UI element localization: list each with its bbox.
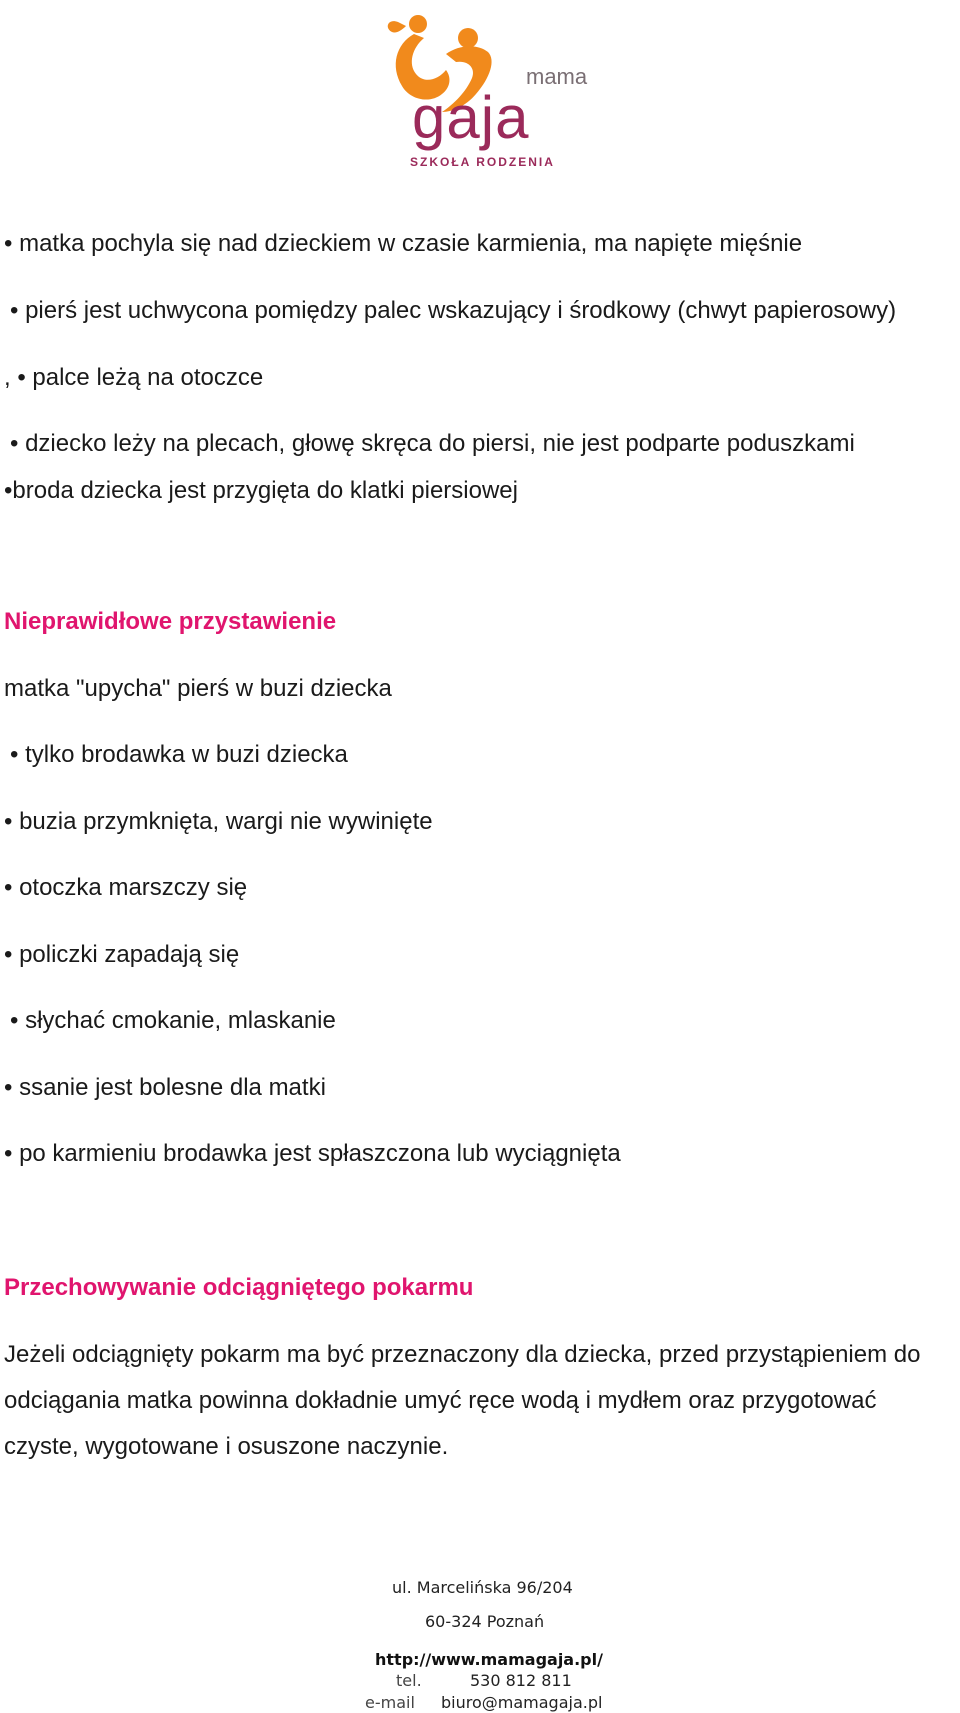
mama-gaja-logo [380,8,590,173]
list-item: • dziecko leży na plecach, głowę skręca do piersi, nie jest podparte poduszkami [10,430,855,457]
list-item: , • palce leżą na otoczce [4,364,264,391]
section-heading-incorrect-latch: Nieprawidłowe przystawienie [4,608,337,635]
logo-big-word: gaja [412,84,530,151]
list-item: • po karmieniu brodawka jest spłaszczona lub wyciągnięta [4,1140,621,1167]
footer-phone[interactable]: 530 812 811 [470,1671,572,1690]
paragraph-line: odciągania matka powinna dokładnie umyć ręce wodą i mydłem oraz przygotować [4,1387,877,1414]
logo-tagline: SZKOŁA RODZENIA [410,155,555,169]
list-item: • matka pochyla się nad dzieckiem w czasie karmienia, ma napięte mięśnie [4,230,803,257]
footer-email-label: e-mail [365,1693,415,1712]
footer-email-row [365,1693,602,1713]
footer-email[interactable]: biuro@mamagaja.pl [441,1693,603,1712]
list-item: • policzki zapadają się [4,941,240,968]
footer-city: 60-324 Poznań [425,1612,545,1631]
list-item: • ssanie jest bolesne dla matki [4,1074,326,1101]
list-item: • buzia przymknięta, wargi nie wywinięte [4,808,433,835]
list-item: •broda dziecka jest przygięta do klatki piersiowej [4,477,518,504]
footer-phone-label: tel. [396,1671,422,1690]
list-item: • słychać cmokanie, mlaskanie [10,1007,336,1034]
footer-website-link[interactable]: http://www.mamagaja.pl/ [375,1650,603,1669]
footer-street: ul. Marcelińska 96/204 [392,1578,573,1597]
logo-small-word: mama [526,64,588,89]
section-heading-milk-storage: Przechowywanie odciągniętego pokarmu [4,1274,474,1301]
paragraph-line: Jeżeli odciągnięty pokarm ma być przeznaczony dla dziecka, przed przystąpieniem do [4,1341,921,1368]
list-item: • otoczka marszczy się [4,874,248,901]
list-item: • tylko brodawka w buzi dziecka [10,741,348,768]
paragraph-line: czyste, wygotowane i osuszone naczynie. [4,1433,449,1460]
section-intro: matka "upycha" pierś w buzi dziecka [4,675,392,702]
footer-phone-row [396,1671,572,1691]
list-item: • pierś jest uchwycona pomiędzy palec wskazujący i środkowy (chwyt papierosowy) [10,297,897,324]
